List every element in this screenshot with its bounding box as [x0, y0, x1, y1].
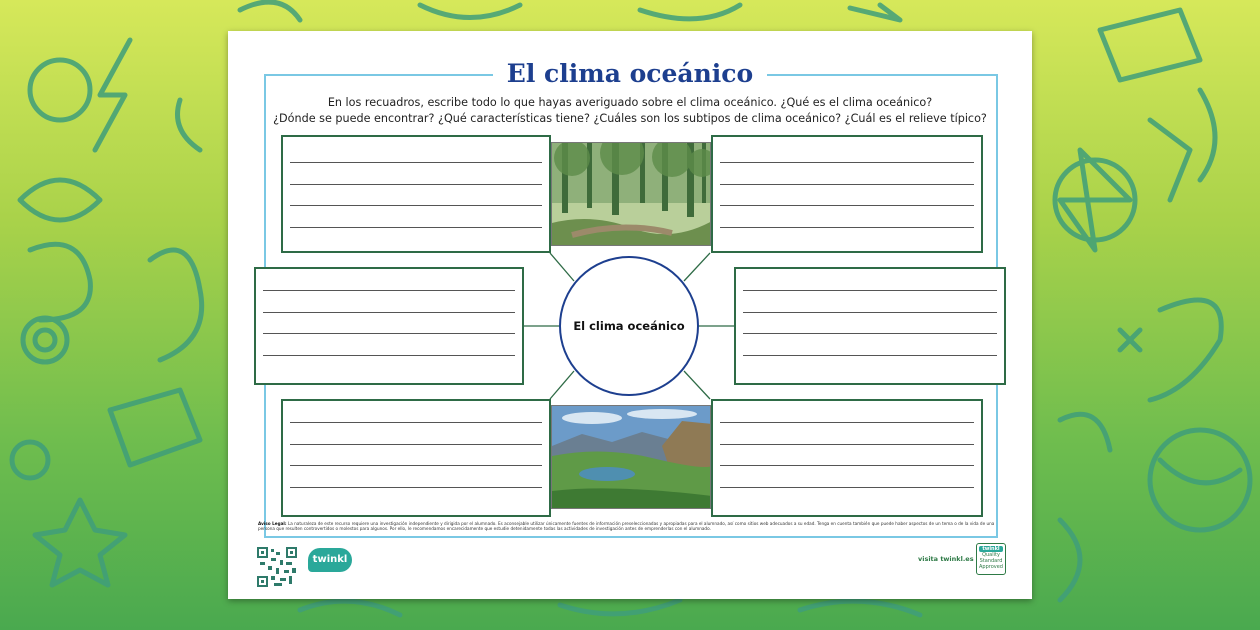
landscape-image — [551, 405, 711, 509]
quality-badge — [976, 543, 1006, 575]
book-doodle — [1100, 10, 1200, 80]
lightning-doodle — [95, 40, 130, 150]
scroll-doodle — [30, 60, 90, 120]
connector-top-left — [550, 253, 574, 281]
connector-bottom-right — [684, 371, 710, 399]
answer-box-top-left[interactable] — [281, 135, 551, 253]
twinkl-logo[interactable]: twinkl — [308, 548, 352, 572]
page-title: El clima oceánico — [493, 59, 767, 88]
star-doodle — [35, 500, 125, 585]
visit-link[interactable]: visita twinkl.es — [918, 555, 974, 563]
qr-code — [256, 546, 298, 588]
answer-box-bottom-right[interactable] — [711, 399, 983, 517]
answer-box-top-right[interactable] — [711, 135, 983, 253]
compass-doodle — [1060, 150, 1130, 250]
telescope-doodle — [110, 390, 200, 465]
forest-image — [551, 142, 711, 246]
center-label: El clima oceánico — [573, 319, 685, 333]
center-circle — [559, 256, 699, 396]
instructions-line-2: ¿Dónde se puede encontrar? ¿Qué características tiene? ¿Cuáles son los subtipos de clima oceánico? ¿Cuál es el relieve típico? — [273, 112, 987, 125]
answer-box-bottom-left[interactable] — [281, 399, 551, 517]
legal-text: La naturaleza de este recurso requiere una investigación independiente y dirigida por el alumnado. Es aconsejable utilizar únicamente fuentes de información preseleccionadas y apropiadas para el alumnado, así como sitios web adecuados a su edad. Tenga en cuenta también que puede haber aspectos de un tema o de la vida de una persona que resulten controvertidos o molestos para algunos. Por ello, le recomendamos encarecidamente que estudie detenidamente todas las actividades de investigación antes de emprenderlas con el alumnado. — [258, 521, 995, 532]
badge-text: Quality Standard Approved — [979, 552, 1003, 570]
answer-box-middle-right[interactable] — [734, 267, 1006, 385]
instructions-line-1: En los recuadros, escribe todo lo que hayas averiguado sobre el clima oceánico. ¿Qué es el clima oceánico? — [327, 96, 933, 109]
badge-brand: twinkl — [979, 546, 1003, 552]
answer-box-middle-left[interactable] — [254, 267, 524, 385]
feather-doodle — [1150, 300, 1221, 400]
connector-bottom-left — [550, 371, 574, 399]
hand-doodle — [150, 250, 202, 360]
connector-top-right — [684, 253, 710, 281]
legal-label: Aviso Legal: — [258, 521, 287, 526]
worksheet — [228, 31, 1032, 599]
legal-notice — [258, 521, 1008, 532]
